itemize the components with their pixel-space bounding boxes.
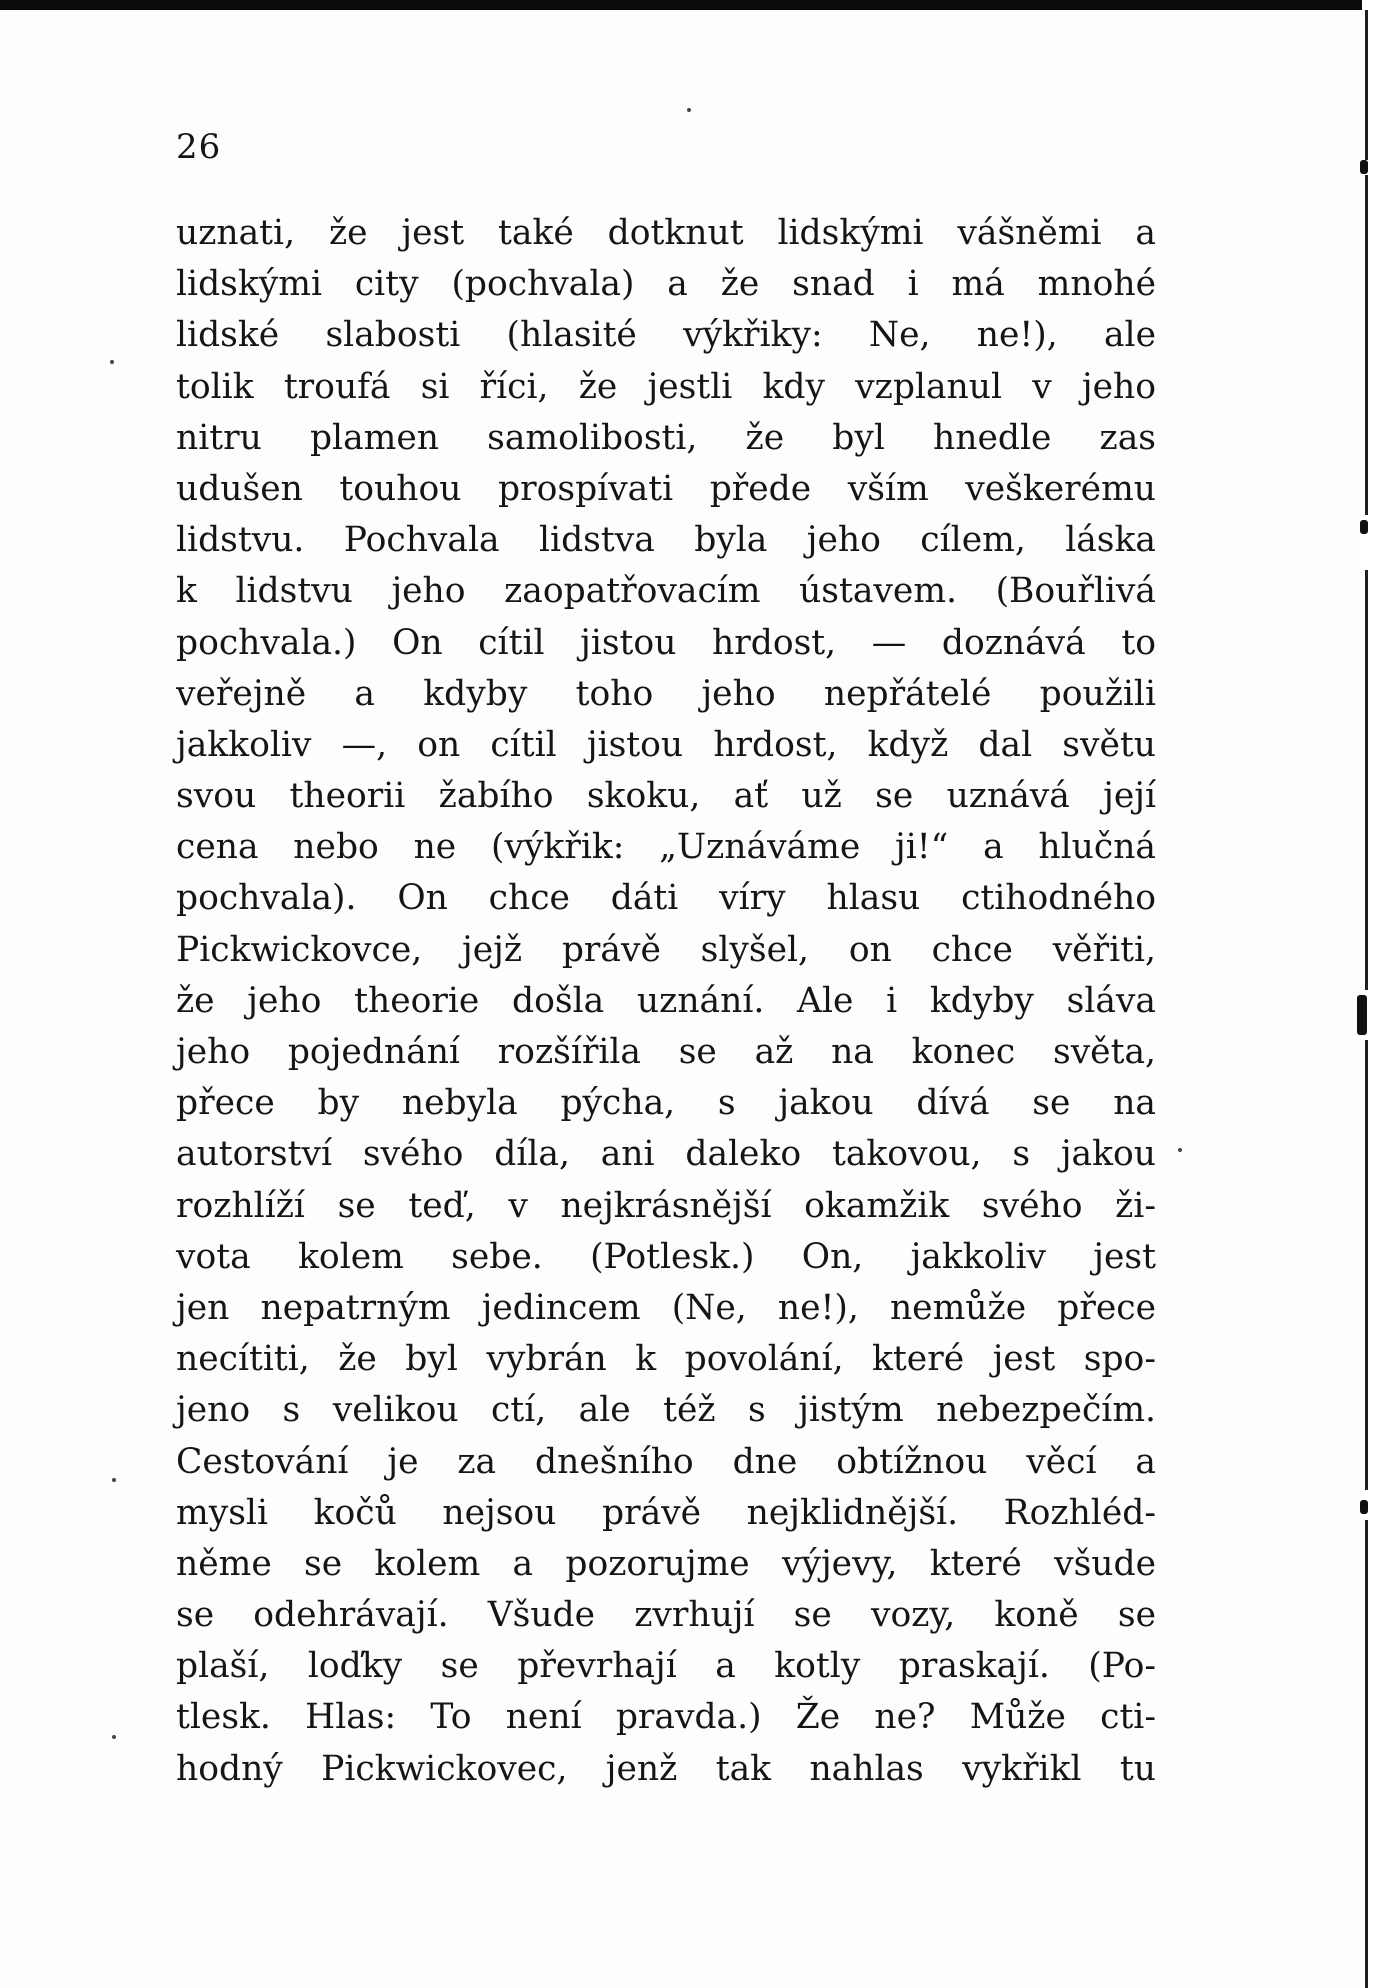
text-line: lidskými city (pochvala) a že snad i má mnohé [176, 264, 1156, 305]
text-line: plaší, loďky se převrhají a kotly praskají. (Po- [176, 1646, 1156, 1687]
text-line: jakkoliv —, on cítil jistou hrdost, když dal světu [176, 724, 1156, 765]
text-line: jen nepatrným jedincem (Ne, ne!), nemůže přece [176, 1287, 1156, 1328]
text-line: pochvala). On chce dáti víry hlasu ctihodného [176, 878, 1156, 919]
text-line: rozhlíží se teď, v nejkrásnější okamžik svého ži- [176, 1185, 1156, 1226]
scan-speck [110, 360, 114, 364]
text-line: tolik troufá si říci, že jestli kdy vzplanul v jeho [176, 366, 1156, 407]
text-line: cena nebo ne (výkřik: „Uznáváme ji!“ a hlučná [176, 827, 1156, 868]
text-line: udušen touhou prospívati přede vším veškerému [176, 468, 1156, 509]
text-line: nitru plamen samolibosti, že byl hnedle zas [176, 417, 1156, 458]
text-line: něme se kolem a pozorujme výjevy, které všude [176, 1543, 1156, 1584]
text-line: hodný Pickwickovec, jenž tak nahlas vykřikl tu [176, 1748, 1156, 1789]
text-line: Pickwickovce, jejž právě slyšel, on chce věřiti, [176, 929, 1156, 970]
text-line: k lidstvu jeho zaopatřovacím ústavem. (Bouřlivá [176, 571, 1156, 612]
page-edge-line [1365, 175, 1368, 515]
text-line: necítiti, že byl vybrán k povolání, které jest spo- [176, 1339, 1156, 1380]
body-text [176, 208, 1156, 1795]
scan-mark [1357, 995, 1367, 1035]
text-line: pochvala.) On cítil jistou hrdost, — doznává to [176, 622, 1156, 663]
scan-speck [112, 1478, 116, 1482]
scan-speck [1178, 1148, 1182, 1152]
text-line: tlesk. Hlas: To není pravda.) Že ne? Může cti- [176, 1697, 1156, 1738]
text-line: jeno s velikou ctí, ale též s jistým nebezpečím. [176, 1390, 1156, 1431]
text-line: vota kolem sebe. (Potlesk.) On, jakkoliv jest [176, 1236, 1156, 1277]
scan-speck [112, 1735, 116, 1739]
scan-mark [1360, 160, 1368, 174]
text-line: lidstvu. Pochvala lidstva byla jeho cílem, láska [176, 520, 1156, 561]
page-edge-line [1365, 570, 1368, 990]
text-line: lidské slabosti (hlasité výkřiky: Ne, ne!), ale [176, 315, 1156, 356]
text-line: se odehrávají. Všude zvrhují se vozy, koně se [176, 1595, 1156, 1636]
text-line: uznati, že jest také dotknut lidskými vášněmi a [176, 213, 1156, 253]
page-edge-line [1365, 10, 1368, 160]
text-line: svou theorii žabího skoku, ať už se uznává její [176, 776, 1156, 817]
page-edge-line [1365, 1040, 1368, 1490]
text-line: veřejně a kdyby toho jeho nepřátelé použili [176, 673, 1156, 714]
text-line: jeho pojednání rozšířila se až na konec světa, [176, 1032, 1156, 1072]
scan-mark [1360, 1500, 1368, 1514]
scan-mark [1360, 520, 1368, 534]
scan-speck [687, 108, 691, 112]
text-line: Cestování je za dnešního dne obtížnou věcí a [176, 1441, 1156, 1482]
text-line: mysli kočů nejsou právě nejklidnější. Rozhléd- [176, 1492, 1156, 1533]
text-line: přece by nebyla pýcha, s jakou dívá se na [176, 1083, 1156, 1124]
text-line: že jeho theorie došla uznání. Ale i kdyby sláva [176, 980, 1156, 1021]
page-edge-line [1365, 1520, 1368, 1988]
page-number: 26 [176, 127, 222, 167]
scan-top-edge [0, 0, 1386, 10]
text-line: autorství svého díla, ani daleko takovou, s jakou [176, 1134, 1156, 1175]
